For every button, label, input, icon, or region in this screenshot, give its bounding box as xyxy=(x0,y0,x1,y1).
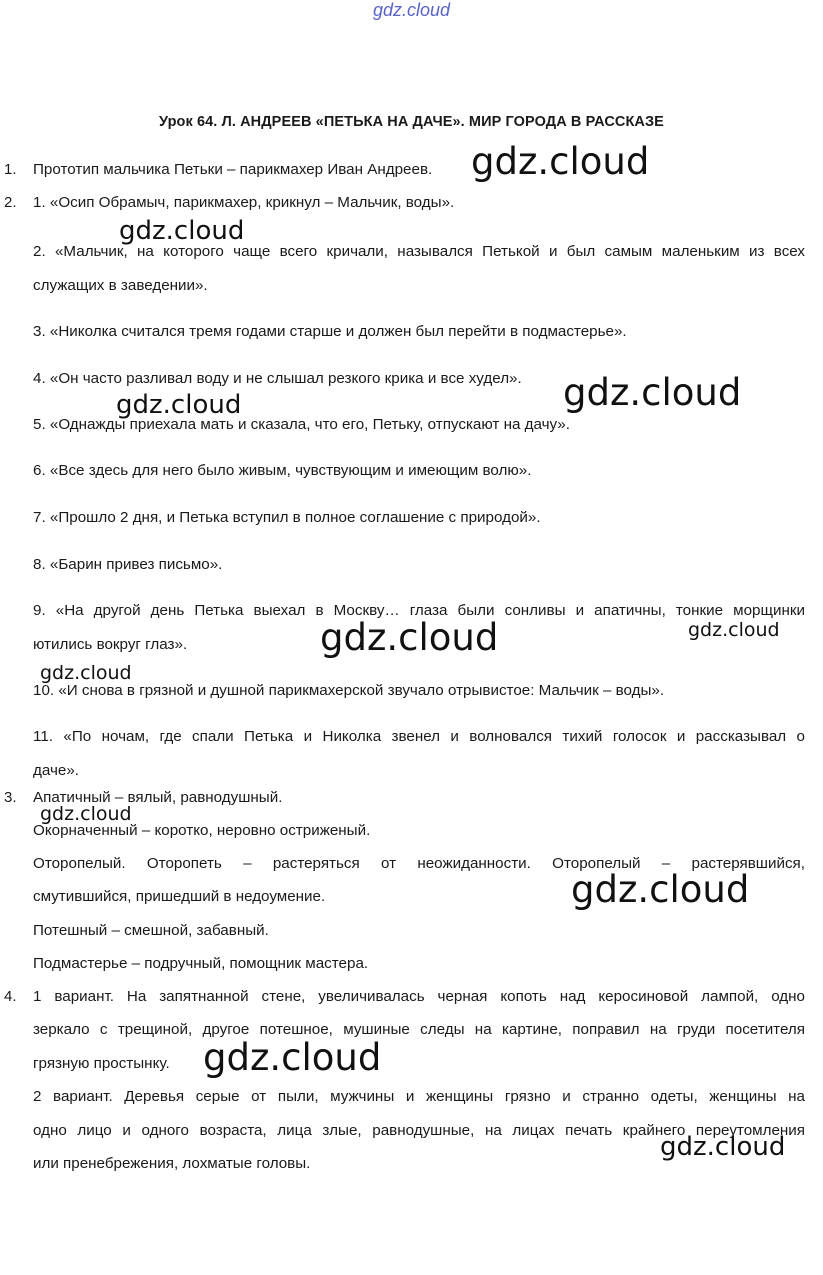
variant-1-line-1: 1 вариант. На запятнанной стене, увеличивалась черная копоть над керосиновой лампой, одно xyxy=(33,988,805,1005)
variant-1-line-3: грязную простынку. xyxy=(33,1055,170,1072)
site-header-link[interactable]: gdz.cloud xyxy=(372,0,451,20)
quote-11-line-2: даче». xyxy=(33,762,79,779)
quote-5: 5. «Однажды приехала мать и сказала, что его, Петьку, отпускают на дачу». xyxy=(33,416,570,433)
definition-4: Потешный – смешной, забавный. xyxy=(33,922,269,939)
quote-3: 3. «Николка считался тремя годами старше и должен был перейти в подмастерье». xyxy=(33,323,627,340)
quote-7: 7. «Прошло 2 дня, и Петька вступил в полное соглашение с природой». xyxy=(33,509,541,526)
definition-5: Подмастерье – подручный, помощник мастера. xyxy=(33,955,369,972)
quote-10: 10. «И снова в грязной и душной парикмахерской звучало отрывистое: Мальчик – воды». xyxy=(33,682,665,699)
quote-1: 1. «Осип Обрамыч, парикмахер, крикнул – Мальчик, воды». xyxy=(33,194,455,211)
watermark: gdz.cloud xyxy=(203,1036,382,1079)
definition-3-line-2: смутившийся, пришедший в недоумение. xyxy=(33,888,326,905)
item-number-1: 1. xyxy=(4,161,17,178)
answer-1-text: Прототип мальчика Петьки – парикмахер Иван Андреев. xyxy=(33,161,433,178)
definition-2: Окорначенный – коротко, неровно остриженый. xyxy=(33,822,371,839)
quote-8: 8. «Барин привез письмо». xyxy=(33,556,223,573)
watermark: gdz.cloud xyxy=(563,371,742,414)
variant-2-line-2: одно лицо и одного возраста, лица злые, равнодушные, на лицах печать крайнего переутомления xyxy=(33,1122,805,1139)
quote-4: 4. «Он часто разливал воду и не слышал резкого крика и все худел». xyxy=(33,370,522,387)
page-title: Урок 64. Л. АНДРЕЕВ «ПЕТЬКА НА ДАЧЕ». МИР ГОРОДА В РАССКАЗЕ xyxy=(159,114,664,130)
watermark: gdz.cloud xyxy=(116,390,242,420)
quote-6: 6. «Все здесь для него было живым, чувствующим и имеющим волю». xyxy=(33,462,532,479)
quote-2-line-2: служащих в заведении». xyxy=(33,277,208,294)
item-number-4: 4. xyxy=(4,988,17,1005)
watermark: gdz.cloud xyxy=(688,619,780,641)
quote-11-line-1: 11. «По ночам, где спали Петька и Николка звенел и волновался тихий голосок и рассказывал о xyxy=(33,728,805,745)
item-number-2: 2. xyxy=(4,194,17,211)
quote-9-line-2: ютились вокруг глаз». xyxy=(33,636,188,653)
watermark: gdz.cloud xyxy=(40,803,132,825)
watermark: gdz.cloud xyxy=(571,868,750,911)
watermark: gdz.cloud xyxy=(320,616,499,659)
watermark: gdz.cloud xyxy=(40,662,132,684)
watermark: gdz.cloud xyxy=(471,140,650,183)
definition-1: Апатичный – вялый, равнодушный. xyxy=(33,789,283,806)
item-number-3: 3. xyxy=(4,789,17,806)
variant-2-line-3: или пренебрежения, лохматые головы. xyxy=(33,1155,311,1172)
variant-1-line-2: зеркало с трещиной, другое потешное, мушиные следы на картине, поправил на груди посетителя xyxy=(33,1021,805,1038)
definition-3-line-1: Оторопелый. Оторопеть – растеряться от неожиданности. Оторопелый – растерявшийся, xyxy=(33,855,805,872)
watermark: gdz.cloud xyxy=(119,216,245,246)
variant-2-line-1: 2 вариант. Деревья серые от пыли, мужчины и женщины грязно и странно одеты, женщины на xyxy=(33,1088,805,1105)
quote-2-line-1: 2. «Мальчик, на которого чаще всего кричали, назывался Петькой и был самым маленьким из всех xyxy=(33,243,805,260)
quote-9-line-1: 9. «На другой день Петька выехал в Москву… глаза были сонливы и апатичны, тонкие морщинки xyxy=(33,602,805,619)
watermark: gdz.cloud xyxy=(660,1132,786,1162)
